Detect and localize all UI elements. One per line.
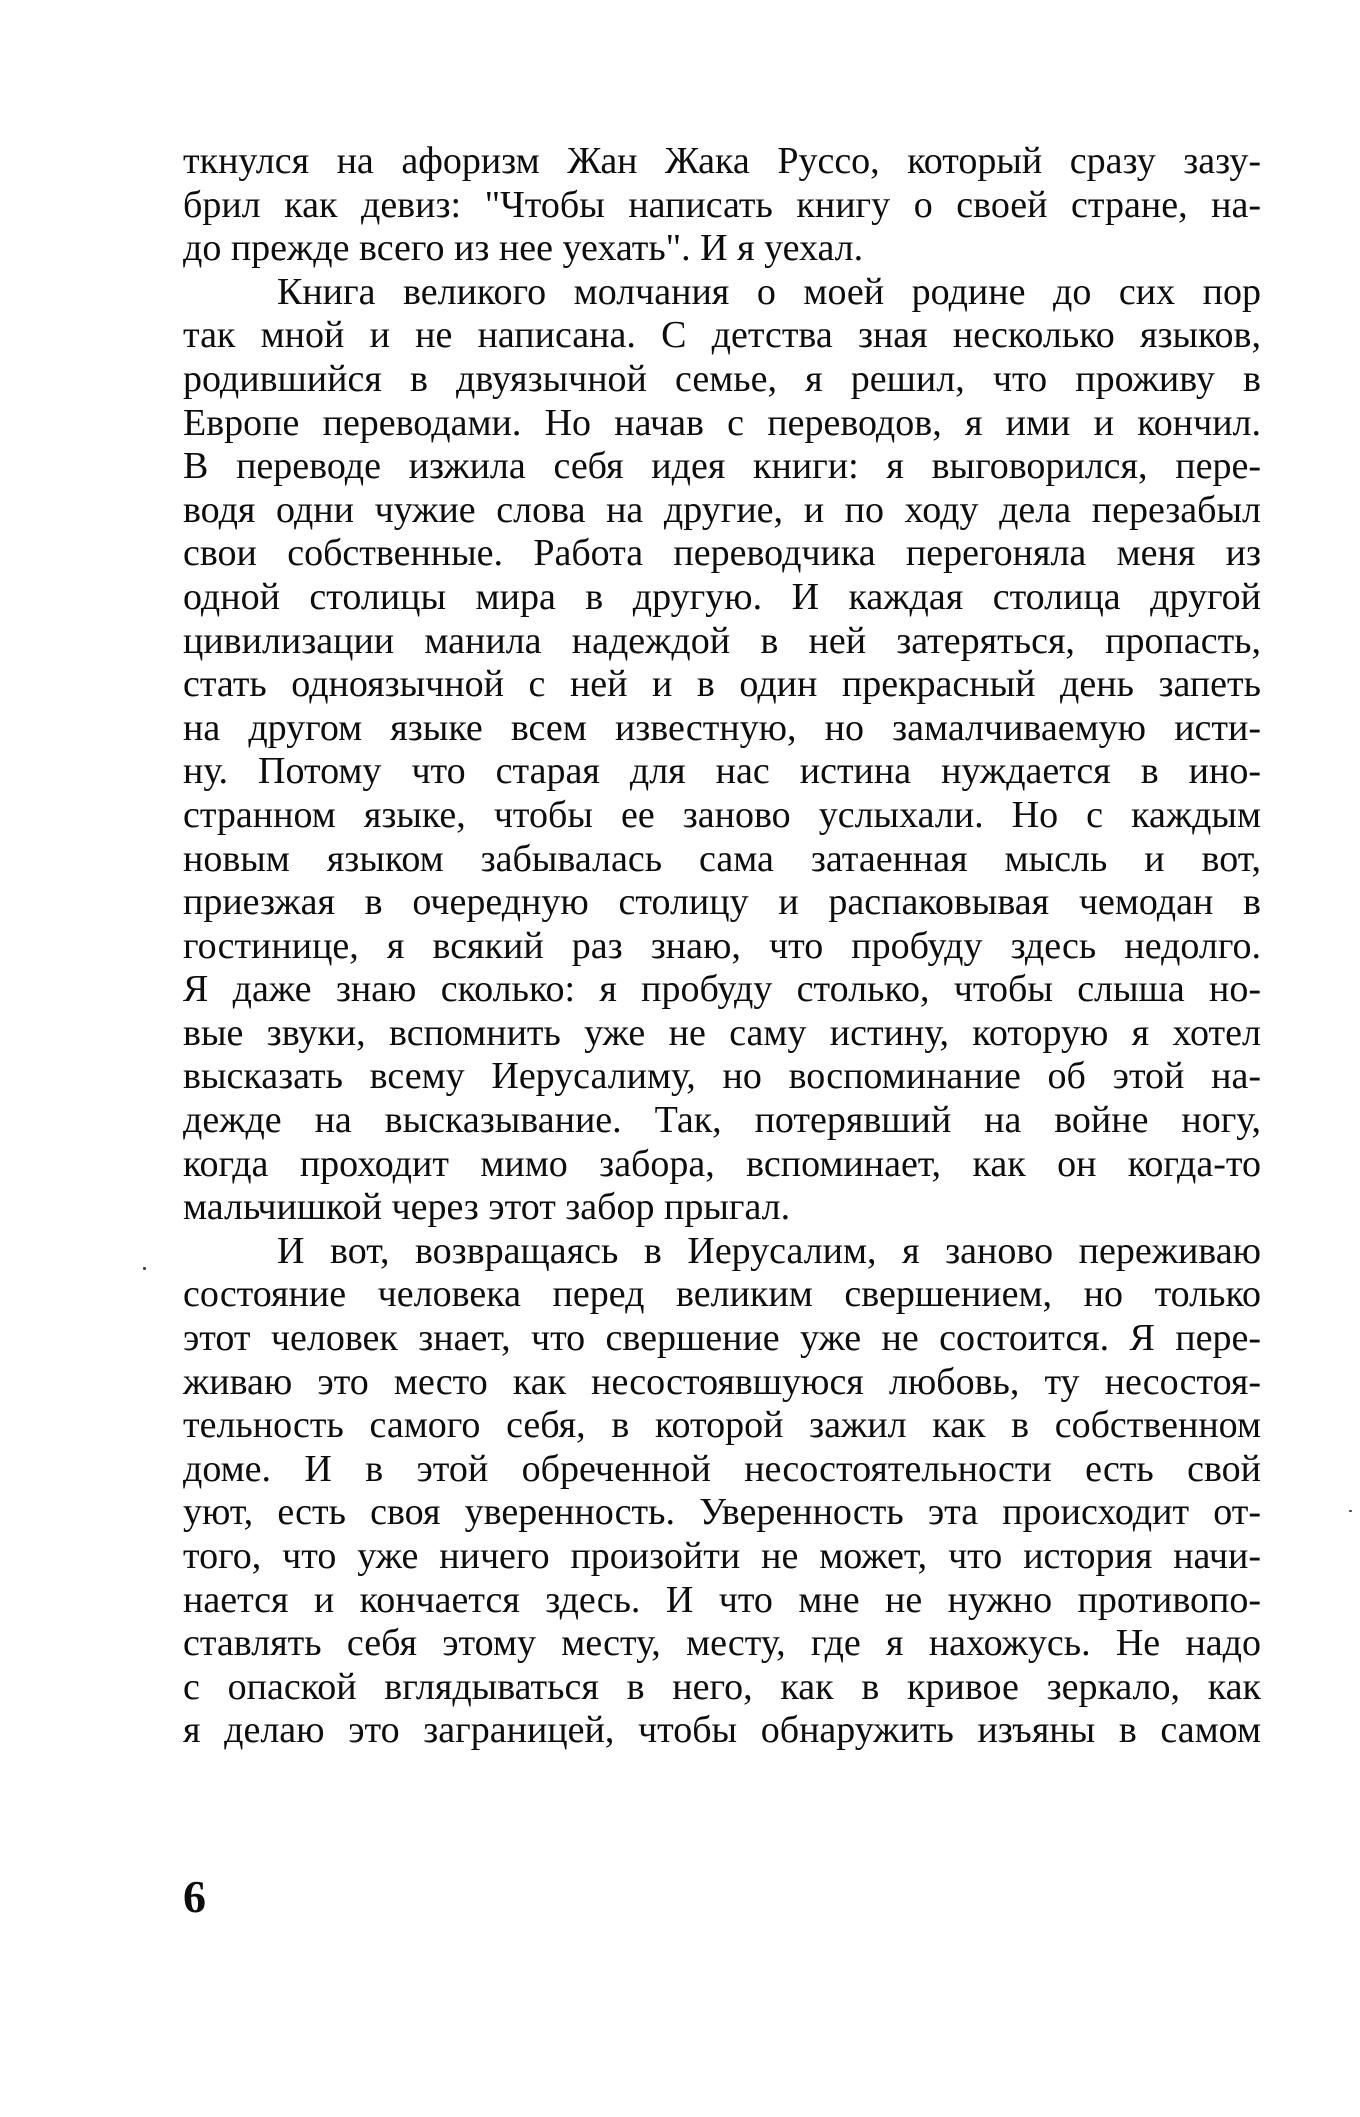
text-line: Книга великого молчания о моей родине до сих пор: [277, 270, 1261, 313]
text-line: уют, есть своя уверенность. Уверенность эта происходит от-: [183, 1491, 1261, 1534]
text-line: брил как девиз: "Чтобы написать книгу о своей стране, на-: [183, 183, 1261, 226]
text-line: гостинице, я всякий раз знаю, что пробуду здесь недолго.: [183, 924, 1261, 967]
text-line: стать одноязычной с ней и в один прекрасный день запеть: [183, 663, 1261, 706]
page-number: 6: [183, 1871, 206, 1922]
text-line: одной столицы мира в другую. И каждая столица другой: [183, 575, 1261, 618]
text-line: высказать всему Иерусалиму, но воспоминание об этой на-: [183, 1055, 1261, 1098]
text-line: вые звуки, вспомнить уже не саму истину, которую я хотел: [183, 1011, 1261, 1054]
text-line: на другом языке всем известную, но замалчиваемую исти-: [183, 706, 1261, 749]
scan-speck: [1349, 1510, 1352, 1512]
page-text: [183, 140, 1261, 1753]
text-line: родившийся в двуязычной семье, я решил, что проживу в: [183, 357, 1261, 400]
text-line: ну. Потому что старая для нас истина нуждается в ино-: [183, 750, 1261, 793]
text-line: тельность самого себя, в которой зажил как в собственном: [183, 1404, 1261, 1447]
text-line: новым языком забывалась сама затаенная мысль и вот,: [183, 837, 1261, 880]
text-line: приезжая в очередную столицу и распаковывая чемодан в: [183, 881, 1261, 924]
text-line: В переводе изжила себя идея книги: я выговорился, пере-: [183, 445, 1261, 488]
text-line: доме. И в этой обреченной несостоятельности есть свой: [183, 1447, 1261, 1490]
paragraph: [183, 1230, 1261, 1753]
text-line: состояние человека перед великим свершением, но только: [183, 1273, 1261, 1316]
paragraph: [183, 271, 1261, 1230]
text-line: я делаю это заграницей, чтобы обнаружить изъяны в самом: [183, 1709, 1261, 1752]
text-line: живаю это место как несостоявшуюся любовь, ту несостоя-: [183, 1360, 1261, 1403]
text-line: этот человек знает, что свершение уже не состоится. Я пере-: [183, 1317, 1261, 1360]
text-line: нается и кончается здесь. И что мне не нужно противопо-: [183, 1578, 1261, 1621]
text-line: ставлять себя этому месту, месту, где я нахожусь. Не надо: [183, 1622, 1261, 1665]
text-line: странном языке, чтобы ее заново услыхали. Но с каждым: [183, 793, 1261, 836]
text-line: ткнулся на афоризм Жан Жака Руссо, который сразу зазу-: [183, 140, 1261, 182]
text-line: мальчишкой через этот забор прыгал.: [183, 1186, 791, 1229]
text-line: водя одни чужие слова на другие, и по ходу дела перезабыл: [183, 488, 1261, 531]
text-line: когда проходит мимо забора, вспоминает, как он когда-то: [183, 1142, 1261, 1185]
text-line: свои собственные. Работа переводчика перегоняла меня из: [183, 532, 1261, 575]
scan-speck: [143, 1267, 146, 1270]
text-line: цивилизации манила надеждой в ней затеряться, пропасть,: [183, 619, 1261, 662]
text-line: дежде на высказывание. Так, потерявший на войне ногу,: [183, 1099, 1261, 1142]
text-line: И вот, возвращаясь в Иерусалим, я заново переживаю: [277, 1229, 1261, 1272]
text-line: того, что уже ничего произойти не может, что история начи-: [183, 1535, 1261, 1577]
text-line: до прежде всего из нее уехать". И я уехал.: [183, 227, 864, 270]
paragraph: [183, 140, 1261, 271]
text-line: Я даже знаю сколько: я пробуду столько, чтобы слыша но-: [183, 968, 1261, 1011]
text-line: с опаской вглядываться в него, как в кривое зеркало, как: [183, 1665, 1261, 1708]
text-line: Европе переводами. Но начав с переводов, я ими и кончил.: [183, 401, 1261, 444]
text-line: так мной и не написана. С детства зная несколько языков,: [183, 314, 1261, 357]
